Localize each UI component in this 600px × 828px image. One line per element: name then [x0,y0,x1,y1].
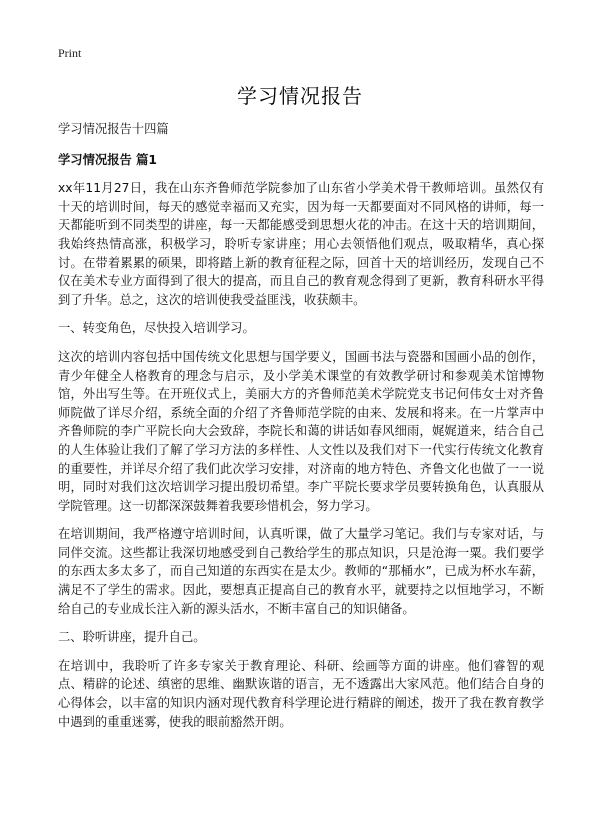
section-heading: 学习情况报告 篇1 [58,152,157,167]
paragraph-intro: xx年11月27日，我在山东齐鲁师范学院参加了山东省小学美术骨干教师培训。虽然仅有十天的培训时间，每天的感觉幸福而又充实，因为每一天都要面对不同风格的讲师，每一天都能听到不同类型的讲座，每一天都能感受到思想火花的冲击。在这十天的培训期间，我始终热情高涨，积极学习，聆听专家讲座；用心去领悟他们观点，吸取精华，真心探讨。在带着累累的硕果，即将踏上新的教育征程之际，回首十天的培训经历，发现自己不仅在美术专业方面得到了很大的提高，而且自己的教育观念得到了更新，教育科研水平得到了升华。总之，这次的培训使我受益匪浅，收获颇丰。 [58,181,544,307]
document-title: 学习情况报告 [237,84,363,108]
paragraph-lectures: 在培训中，我聆听了许多专家关于教育理论、科研、绘画等方面的讲座。他们睿智的观点、精辟的论述、缜密的思维、幽默诙谐的语言，无不透露出大家风范。他们结合自身的心得体会，以丰富的知识内涵对现代教育科学理论进行精辟的阐述，拨开了我在教育教学中遇到的重重迷雾，使我的眼前豁然开朗。 [58,658,544,729]
print-label: Print [58,46,82,60]
document-subtitle: 学习情况报告十四篇 [58,122,169,136]
paragraph-training-content: 这次的培训内容包括中国传统文化思想与国学要义，国画书法与瓷器和国画小品的创作，青少年健全人格教育的理念与启示，及小学美术课堂的有效教学研讨和参观美术馆博物馆，外出写生等。在开班仪式上，美丽大方的齐鲁师范美术学院党支书记何伟女士对齐鲁师院做了详尽介绍，系统全面的介绍了齐鲁师范学院的由来、发展和将来。在一片掌声中齐鲁师院的李广平院长向大会致辞，李院长和蔼的讲话如春风细雨，娓娓道来，结合自己的人生体验让我们了解了学习方法的多样性、人文性以及我们对下一代实行传统文化教育的重要性，并详尽介绍了我们此次学习安排，对济南的地方特色、齐鲁文化也做了一一说明，同时对我们这次培训学习提出殷切希望。李广平院长要求学员要转换角色，认真服从学院管理。这一切都深深鼓舞着我要珍惜机会，努力学习。 [58,349,544,513]
document-body [58,120,544,741]
paragraph-training-period: 在培训期间，我严格遵守培训时间，认真听课，做了大量学习笔记。我们与专家对话，与同伴交流。这些都让我深切地感受到自己教给学生的那点知识，只是沧海一粟。我们要学的东西太多太多了，而自己知道的东西实在是太少。教师的“那桶水”，已成为杯水车薪，满足不了学生的需求。因此，要想真正提高自己的教育水平，就要持之以恒地学习，不断给自己的专业成长注入新的源头活水，不断丰富自己的知识储备。 [58,527,544,616]
subheading-lectures: 二、聆听讲座，提升自己。 [58,630,206,645]
subheading-role-change: 一、转变角色，尽快投入培训学习。 [58,321,255,336]
